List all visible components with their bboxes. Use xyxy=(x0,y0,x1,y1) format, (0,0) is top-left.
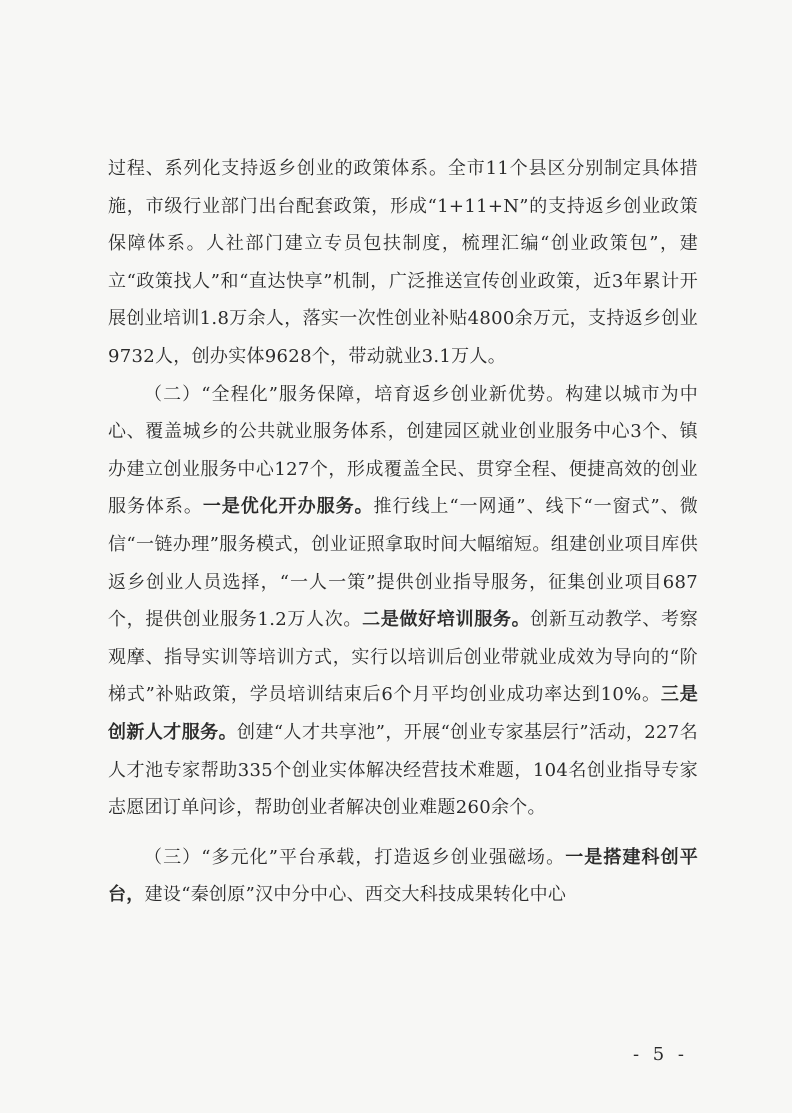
text-segment: 推行线上“一网通”、线下“一窗式”、微信“一链办理”服务模式，创业证照拿取时间大幅缩短。组建创业项目库供返乡创业人员选择，“一人一策”提供创业指导服务，征集创业项目687个，提供创业服务1.2万人次。 xyxy=(108,496,698,631)
text-segment: （二）“全程化”服务保障，培育返乡创业新优势。构建以城市为中心、覆盖城乡的公共就业服务体系，创建园区就业创业服务中心3个、镇办建立创业服务中心127个，形成覆盖全民、贯穿全程、便捷高效的创业服务体系。 xyxy=(108,383,698,518)
paragraph-1 xyxy=(108,150,698,376)
paragraph-2 xyxy=(108,376,698,827)
text-segment: 创新互动教学、考察观摩、指导实训等培训方式，实行以培训后创业带就业成效为导向的“阶梯式”补贴政策，学员培训结束后6个月平均创业成功率达到10%。 xyxy=(108,609,699,706)
text-segment: 建设“秦创原”汉中分中心、西交大科技成果转化中心 xyxy=(144,884,567,906)
text-segment: 过程、系列化支持返乡创业的政策体系。全市11个县区分别制定具体措施，市级行业部门出台配套政策，形成“1+11+N”的支持返乡创业政策保障体系。人社部门建立专员包扶制度，梳理汇编“创业政策包”，建立“政策找人”和“直达快享”机制，广泛推送宣传创业政策，近3年累计开展创业培训1.8万余人，落实一次性创业补贴4800余万元，支持返乡创业9732人，创办实体9628个，带动就业3.1万人。 xyxy=(108,158,698,367)
bold-heading: 二是做好培训服务。 xyxy=(362,609,531,631)
body-text xyxy=(108,150,698,914)
bold-heading: 一是优化开办服务。 xyxy=(202,496,374,518)
text-segment: 创建“人才共享池”，开展“创业专家基层行”活动，227名人才池专家帮助335个创业实体解决经营技术难题，104名创业指导专家志愿团订单问诊，帮助创业者解决创业难题260余个。 xyxy=(108,721,698,819)
bold-heading: 一是搭建科创平台， xyxy=(108,846,698,906)
text-segment: （三）“多元化”平台承载，打造返乡创业强磁场。 xyxy=(144,846,566,868)
paragraph-3 xyxy=(108,839,698,914)
page-number: - 5 - xyxy=(632,1044,688,1065)
bold-heading: 三是创新人才服务。 xyxy=(108,684,698,743)
